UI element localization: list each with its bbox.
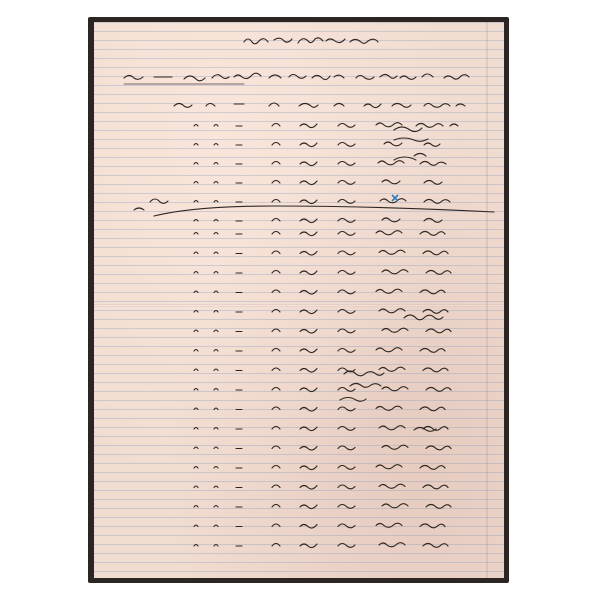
ledger-row	[194, 426, 448, 431]
ledger-row	[194, 270, 451, 275]
ledger-row	[194, 328, 451, 333]
ledger-row	[194, 387, 451, 392]
handwriting-layer	[94, 22, 504, 578]
ledger-row	[194, 465, 445, 470]
ledger-row	[194, 543, 448, 548]
margin-notes	[340, 315, 443, 431]
ledger-row	[194, 445, 451, 450]
ledger-row	[194, 289, 445, 294]
table-header-row	[174, 103, 465, 108]
ledger-row	[194, 348, 445, 353]
ledger-row	[194, 504, 451, 509]
ledger-row	[194, 231, 445, 236]
ledger-row	[194, 367, 448, 372]
column-headings-handwriting	[124, 73, 469, 84]
title-handwriting	[244, 38, 378, 44]
ledger-row	[194, 523, 445, 528]
ledger-page	[94, 22, 504, 578]
ledger-row	[194, 406, 445, 411]
ledger-row	[194, 309, 448, 314]
ledger-rows-lower	[194, 231, 451, 548]
ledger-row	[194, 250, 448, 255]
ledger-rows-upper	[134, 123, 494, 223]
ledger-row	[194, 484, 448, 489]
blue-x-mark	[392, 195, 398, 201]
